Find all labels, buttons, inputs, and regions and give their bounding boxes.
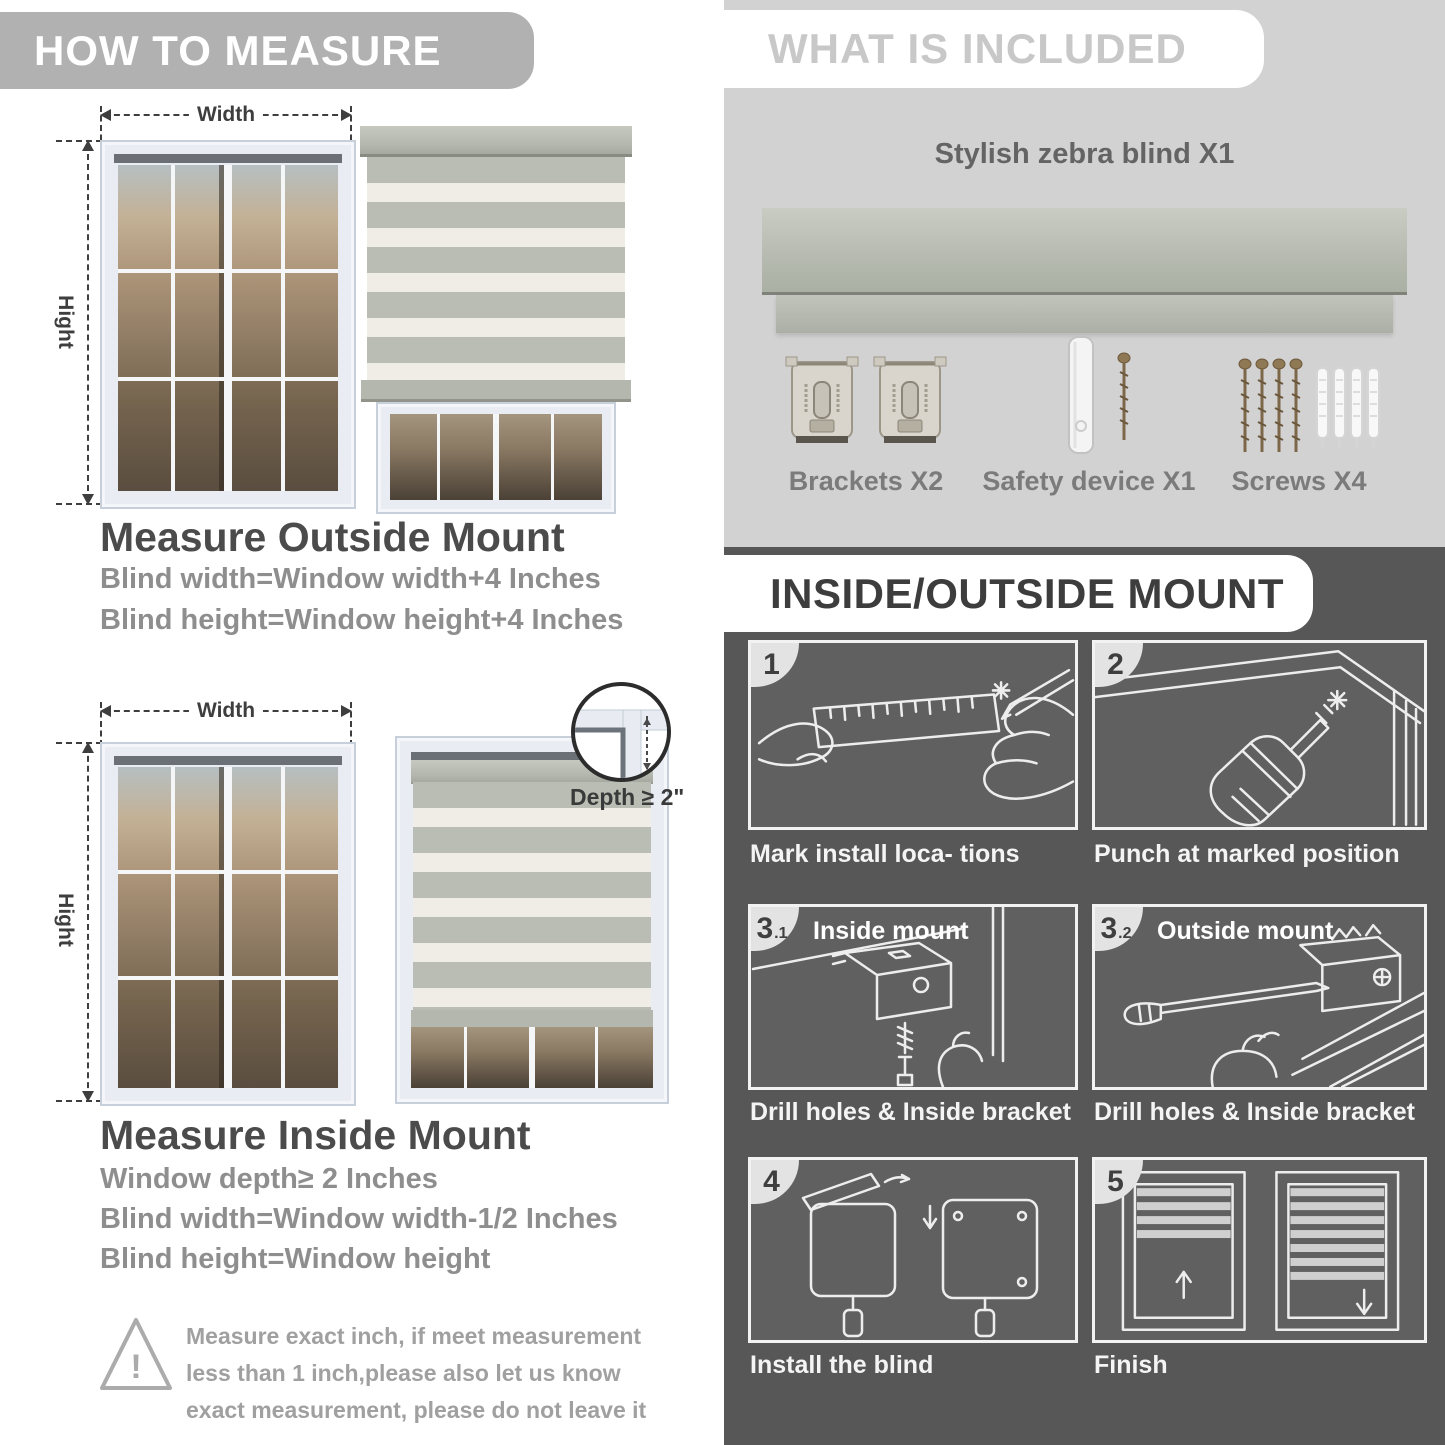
window-illustration-outside [100,140,356,509]
step-badge: 4 [751,1160,799,1204]
outside-mount-title: Measure Outside Mount [100,514,565,560]
muntin [118,377,338,381]
mount-section [724,547,1445,1445]
window-illustration-inside [100,742,356,1106]
zebra-blind-outside-illustration [360,126,632,512]
inside-height-rule: Blind height=Window height [100,1243,491,1275]
step4-caption: Install the blind [750,1351,934,1379]
window-glass [118,165,338,491]
inside-width-rule: Blind width=Window width-1/2 Inches [100,1203,618,1235]
step-badge: 3 .2 [1095,907,1143,951]
extension-line [56,140,102,142]
extension-line [56,503,102,505]
window-top-track [114,154,342,163]
warning-text: Measure exact inch, if meet measurement less than 1 inch,please also let us know exact measurement, please do not leave it [186,1323,647,1423]
muntin [595,1027,598,1088]
muntin [493,414,499,500]
muntin [224,165,232,491]
muntin [529,1027,535,1088]
step1-caption: Mark install loca- tions [750,840,1020,868]
extension-line [100,702,102,746]
muntin [464,1027,467,1088]
depth-callout-circle [571,682,671,782]
width-label: Width [189,699,263,723]
step3-2-label: Outside mount [1157,917,1334,945]
blind-fabric [413,782,651,1010]
screw-icon [1116,352,1132,444]
window-top-track [114,756,342,765]
right-column [724,0,1445,1445]
wall-anchor-icon [1315,366,1381,452]
step1-panel [748,640,1078,830]
how-to-measure-banner: HOW TO MEASURE [0,12,534,89]
bracket-icon [784,352,860,448]
extension-line [56,742,102,744]
included-section [724,0,1445,547]
blind-fabric [367,157,625,380]
safety-device-label: Safety device X1 [982,466,1196,496]
depth-label: Depth ≥ 2" [570,784,685,810]
step-badge: 5 [1095,1160,1143,1204]
step-badge: 2 [1095,643,1143,687]
step5-illustration [1095,1160,1424,1340]
window-glass [411,1027,653,1088]
product-headrail-lower [776,295,1393,333]
step3-1-caption: Drill holes & Inside bracket [750,1098,1071,1126]
step4-panel [748,1157,1078,1343]
inside-outside-mount-banner: INSIDE/OUTSIDE MOUNT [700,555,1313,632]
product-headrail [762,208,1407,295]
step-badge: 3 .1 [751,907,799,951]
outside-height-rule: Blind height=Window height+4 Inches [100,604,624,636]
height-label-wrap [55,885,77,955]
step1-illustration [751,643,1075,827]
step5-caption: Finish [1094,1351,1168,1379]
brackets-label: Brackets X2 [788,466,944,496]
muntin [281,767,285,1088]
width-label: Width [189,103,263,127]
step2-illustration [1095,643,1424,827]
muntin [118,870,338,874]
bracket-icon [872,352,948,448]
step3-1-panel [748,904,1078,1090]
muntin [171,165,175,491]
step-badge: 1 [751,643,799,687]
dashed-line [87,746,89,1098]
screw-icon [1237,358,1303,458]
muntin [437,414,440,500]
screws-label: Screws X4 [1231,466,1367,496]
window-glass [390,414,602,500]
window-below-blind [376,402,616,514]
inside-mount-title: Measure Inside Mount [100,1112,531,1158]
muntin [171,767,175,1088]
outside-width-rule: Blind width=Window width+4 Inches [100,563,601,595]
window-glass [118,767,338,1088]
what-is-included-banner: WHAT IS INCLUDED [724,10,1264,88]
blind-bottom-rail [361,380,631,402]
step3-1-label: Inside mount [813,917,969,945]
height-label: Hight [54,287,77,357]
product-label: Stylish zebra blind X1 [934,138,1235,170]
muntin [281,165,285,491]
dashed-line [87,144,89,501]
window-corner-detail-icon [575,686,667,778]
muntin [551,414,554,500]
step4-illustration [751,1160,1075,1340]
extension-line [56,1100,102,1102]
extension-line [350,702,352,746]
step3-2-panel [1092,904,1427,1090]
blind-headrail [360,126,632,157]
svg-text:!: ! [130,1348,142,1386]
height-label: Hight [54,885,77,955]
muntin [118,976,338,980]
alert-triangle-icon [98,1314,174,1396]
step2-caption: Punch at marked position [1094,840,1400,868]
step2-panel [1092,640,1427,830]
step3-2-caption: Drill holes & Inside bracket [1094,1098,1415,1126]
muntin [224,767,232,1088]
height-label-wrap [55,287,77,357]
muntin [118,269,338,273]
step5-panel [1092,1157,1427,1343]
inside-depth-rule: Window depth≥ 2 Inches [100,1163,438,1195]
safety-device-icon [1064,334,1098,456]
